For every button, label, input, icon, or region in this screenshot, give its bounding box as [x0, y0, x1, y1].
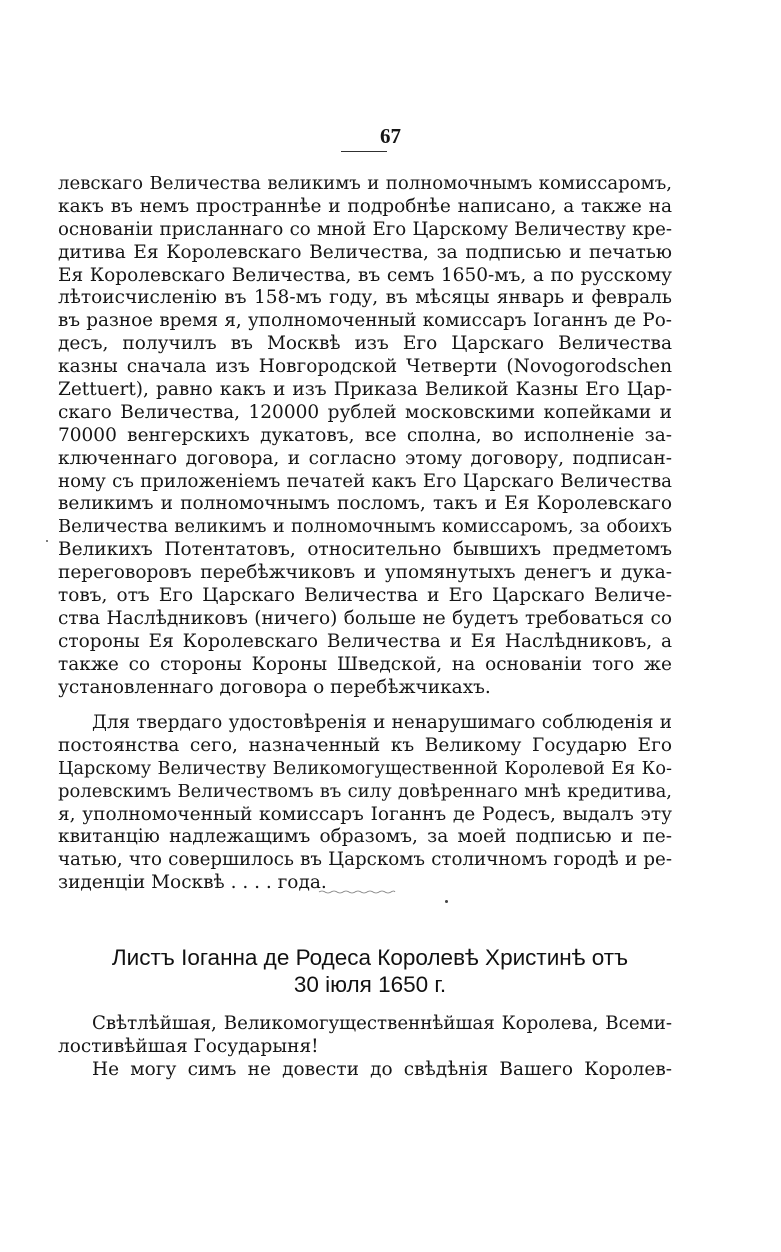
text-line: установленнаго договора о перебѣжчикахъ.	[58, 676, 491, 698]
text-line: чатью, что совершилось въ Царскомъ столичномъ городѣ и ре-	[58, 849, 672, 871]
text-line: десъ, получилъ въ Москвѣ изъ Его Царскаго Величества	[58, 333, 672, 355]
text-line: великимъ и полномочнымъ посломъ, такъ и Ея Королевскаго	[58, 493, 672, 515]
paragraph-receipt-closing	[58, 712, 672, 895]
print-speck	[46, 540, 48, 542]
paragraph-continued	[58, 173, 672, 699]
text-line: дитива Ея Королевскаго Величества, за подписью и печатью	[58, 241, 672, 263]
page-number: 67	[380, 124, 401, 148]
print-speck	[445, 900, 448, 903]
text-line: ному съ приложеніемъ печатей какъ Его Царскаго Величества	[58, 470, 672, 492]
text-line: я, уполномоченный комиссаръ Іоганнъ де Родесъ, выдалъ эту	[58, 803, 672, 825]
letter-heading-line-2: 30 іюля 1650 г.	[293, 972, 447, 997]
text-line: Величества великимъ и полномочнымъ комиссаромъ, за обоихъ	[58, 516, 672, 538]
text-line: Великихъ Потентатовъ, относительно бывшихъ предметомъ	[58, 539, 672, 561]
text-line: товъ, отъ Его Царскаго Величества и Его Царскаго Величе-	[58, 585, 672, 607]
text-line: квитанцію надлежащимъ образомъ, за моей подписью и пе-	[58, 826, 672, 848]
text-line: казны сначала изъ Новгородской Четверти (Novogorodschen	[58, 356, 672, 378]
letter-opening	[58, 1013, 672, 1082]
text-line: переговоровъ перебѣжчиковъ и упомянутыхъ денегъ и дука-	[58, 562, 672, 584]
text-line: Для твердаго удостовѣренія и ненарушимаго соблюденія и	[92, 712, 672, 733]
text-line: Свѣтлѣйшая, Великомогущественнѣйшая Королева, Всеми-	[92, 1013, 672, 1034]
text-line: зиденціи Москвѣ . . . . года.	[58, 872, 327, 894]
text-line: 70000 венгерскихъ дукатовъ, все сполна, во исполненіе за-	[58, 424, 672, 446]
text-line: ства Наслѣдниковъ (ничего) больше не будетъ требоваться со	[58, 607, 672, 629]
text-line: также со стороны Короны Шведской, на основаніи того же	[58, 653, 672, 675]
text-line: Zettuert), равно какъ и изъ Приказа Великой Казны Его Цар-	[58, 379, 672, 401]
text-line: какъ въ немъ пространнѣе и подробнѣе написано, а также на	[58, 195, 672, 217]
text-line: ключеннаго договора, и согласно этому договору, подписан-	[58, 447, 672, 469]
text-line: лѣтоисчисленію въ 158-мъ году, въ мѣсяцы январь и февраль	[58, 287, 672, 309]
page-number-underline	[341, 151, 387, 152]
text-line: въ разное время я, уполномоченный комиссаръ Іоганнъ де Ро-	[58, 310, 672, 332]
text-line: постоянства сего, назначенный къ Великому Государю Его	[58, 734, 672, 756]
section-divider-ornament	[318, 889, 396, 895]
letter-heading-line-1: Листъ Іоганна де Родеса Королевѣ Христинѣ отъ	[111, 945, 629, 970]
text-line: Не могу симъ не довести до свѣдѣнія Вашего Королев-	[92, 1058, 672, 1080]
text-line: Царскому Величеству Великомогущественной Королевой Ея Ко-	[58, 758, 672, 779]
text-line: Ея Королевскаго Величества, въ семъ 1650-мъ, а по русскому	[58, 264, 672, 286]
text-line: стороны Ея Королевскаго Величества и Ея Наслѣдниковъ, а	[58, 630, 672, 652]
text-line: основаніи присланнаго со мной Его Царскому Величеству кре-	[58, 218, 672, 240]
text-line: скаго Величества, 120000 рублей московскими копейками и	[58, 401, 672, 423]
text-line: лостивѣйшая Государыня!	[58, 1035, 319, 1057]
text-line: ролевскимъ Величествомъ въ силу довѣреннаго мнѣ кредитива,	[58, 780, 672, 802]
text-line: левскаго Величества великимъ и полномочнымъ комиссаромъ,	[58, 173, 672, 194]
